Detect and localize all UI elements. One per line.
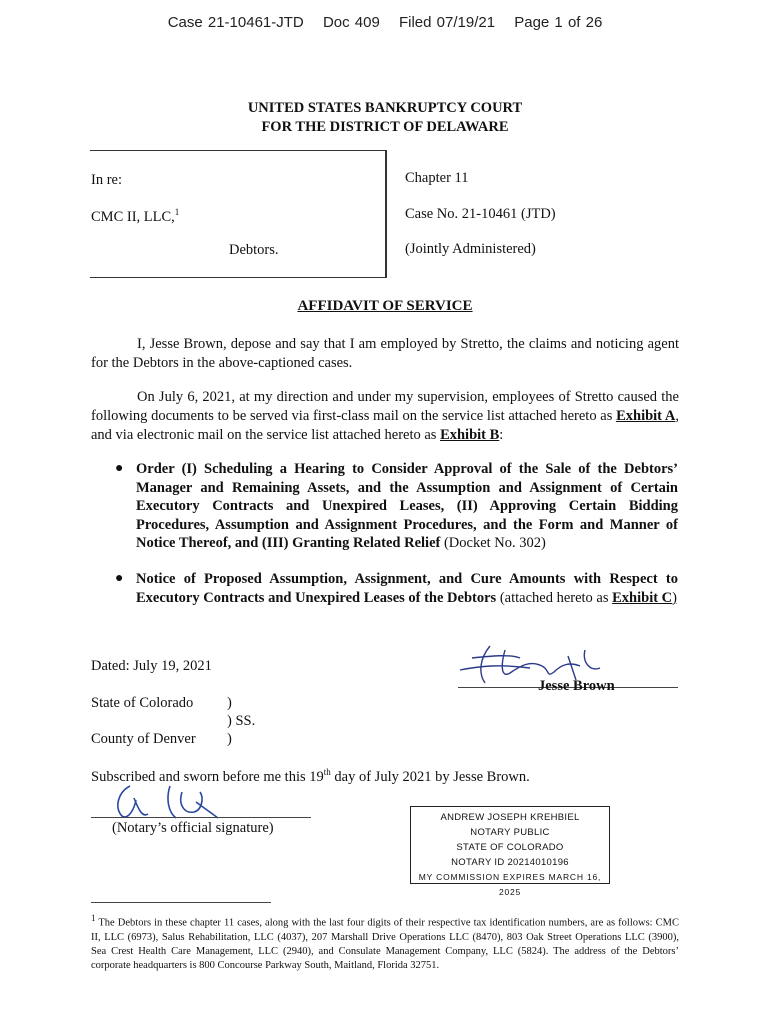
footnote <box>91 911 679 973</box>
debtor-footnote-mark: 1 <box>174 207 180 217</box>
paragraph-employment: I, Jesse Brown, depose and say that I am employed by Stretto, the claims and noticing agent for the Debtors in the above-captioned cases. <box>91 336 679 371</box>
dated-line: Dated: July 19, 2021 <box>91 658 212 674</box>
exhibit-b-ref: Exhibit B <box>440 427 500 443</box>
chapter-label: Chapter 11 <box>405 170 469 186</box>
served-document-1 <box>136 460 678 553</box>
bullet-icon: ● <box>115 461 124 476</box>
notary-stamp <box>410 806 610 897</box>
venue-paren-3: ) <box>227 731 232 747</box>
served-document-2-note: (attached hereto as <box>496 589 613 606</box>
notary-expiration: MY COMMISSION EXPIRES MARCH 16, 2025 <box>418 872 602 897</box>
venue-ss: ) SS. <box>227 713 256 729</box>
debtor-name <box>91 207 179 226</box>
case-number-header: Case 21-10461-JTD <box>167 14 304 31</box>
notary-signature-label: (Notary’s official signature) <box>112 820 274 836</box>
served-document-1-title: Order (I) Scheduling a Hearing to Consider Approval of the Sale of the Debtors’ Manager and Remaining Assets, and the Assumption and Assignment of Certain Executory Contracts and Unexpired Leases, (II) Approving Certain Bidding Procedures, Assumption and Assignment Procedures, and the Form and Manner of Notice Thereof, and (III) Granting Related Relief <box>136 461 678 551</box>
subscribed-text-end: day of July 2021 by Jesse Brown. <box>330 768 530 785</box>
venue-paren-1: ) <box>227 695 232 711</box>
signer-name: Jesse Brown <box>538 678 615 694</box>
debtors-label: Debtors. <box>229 242 279 258</box>
served-document-2-close: ) <box>672 589 678 606</box>
bullet-icon: ● <box>115 571 124 586</box>
notary-signature-line <box>91 817 311 818</box>
court-name-line2: FOR THE DISTRICT OF DELAWARE <box>261 119 509 135</box>
court-name <box>0 99 770 137</box>
filed-date-header: Filed 07/19/21 <box>398 14 496 31</box>
subscribed-text: Subscribed and sworn before me this 19 <box>91 768 324 785</box>
debtor-name-text: CMC II, LLC, <box>91 208 175 225</box>
venue-county: County of Denver <box>91 731 196 747</box>
paragraph-service <box>91 388 679 445</box>
page-count-header: Page 1 of 26 <box>514 14 603 31</box>
venue-state: State of Colorado <box>91 695 194 711</box>
footnote-text: The Debtors in these chapter 11 cases, along with the last four digits of their respective tax identification numbers, are as follows: CMC II, LLC (6973), Salus Rehabilitation, LLC (4037), 207 Marshall Drive Operations LLC (8470), 803 Oak Street Operations LLC (3900), Sea Crest Health Care Management, LLC (2940), and Consulate Management Company, LLC (5824). The address of the Debtors’ corporate headquarters is 800 Concourse Parkway South, Maitland, Florida 32751. <box>91 917 679 971</box>
service-text: On July 6, 2021, at my direction and under my supervision, employees of Stretto caused the following documents to be served via first-class mail on the service list attached hereto as <box>91 389 679 424</box>
exhibit-a-ref: Exhibit A <box>616 408 676 424</box>
notary-id: NOTARY ID 20214010196 <box>451 857 569 868</box>
service-mid-text: , and via electronic mail on the service list attached hereto as <box>91 408 680 443</box>
service-end: : <box>499 427 504 443</box>
notary-title: NOTARY PUBLIC <box>470 827 550 838</box>
served-document-2 <box>136 570 678 607</box>
filing-header <box>0 14 770 31</box>
ordinal-suffix: th <box>323 767 331 777</box>
served-document-2-title: Notice of Proposed Assumption, Assignment, and Cure Amounts with Respect to Executory Contracts and Unexpired Leases of the Debtors <box>136 571 678 606</box>
notary-name: ANDREW JOSEPH KREHBIEL <box>440 812 580 823</box>
footnote-mark: 1 <box>91 913 96 923</box>
footnote-rule <box>91 902 271 903</box>
document-title: AFFIDAVIT OF SERVICE <box>297 298 473 314</box>
doc-number-header: Doc 409 <box>322 14 380 31</box>
case-number: Case No. 21-10461 (JTD) <box>405 206 556 222</box>
notary-state: STATE OF COLORADO <box>456 842 564 853</box>
exhibit-c-ref: Exhibit C <box>612 589 673 606</box>
court-name-line1: UNITED STATES BANKRUPTCY COURT <box>247 100 523 116</box>
jointly-administered: (Jointly Administered) <box>405 241 536 257</box>
in-re-label: In re: <box>91 172 122 188</box>
served-document-1-docket: (Docket No. 302) <box>440 535 546 551</box>
